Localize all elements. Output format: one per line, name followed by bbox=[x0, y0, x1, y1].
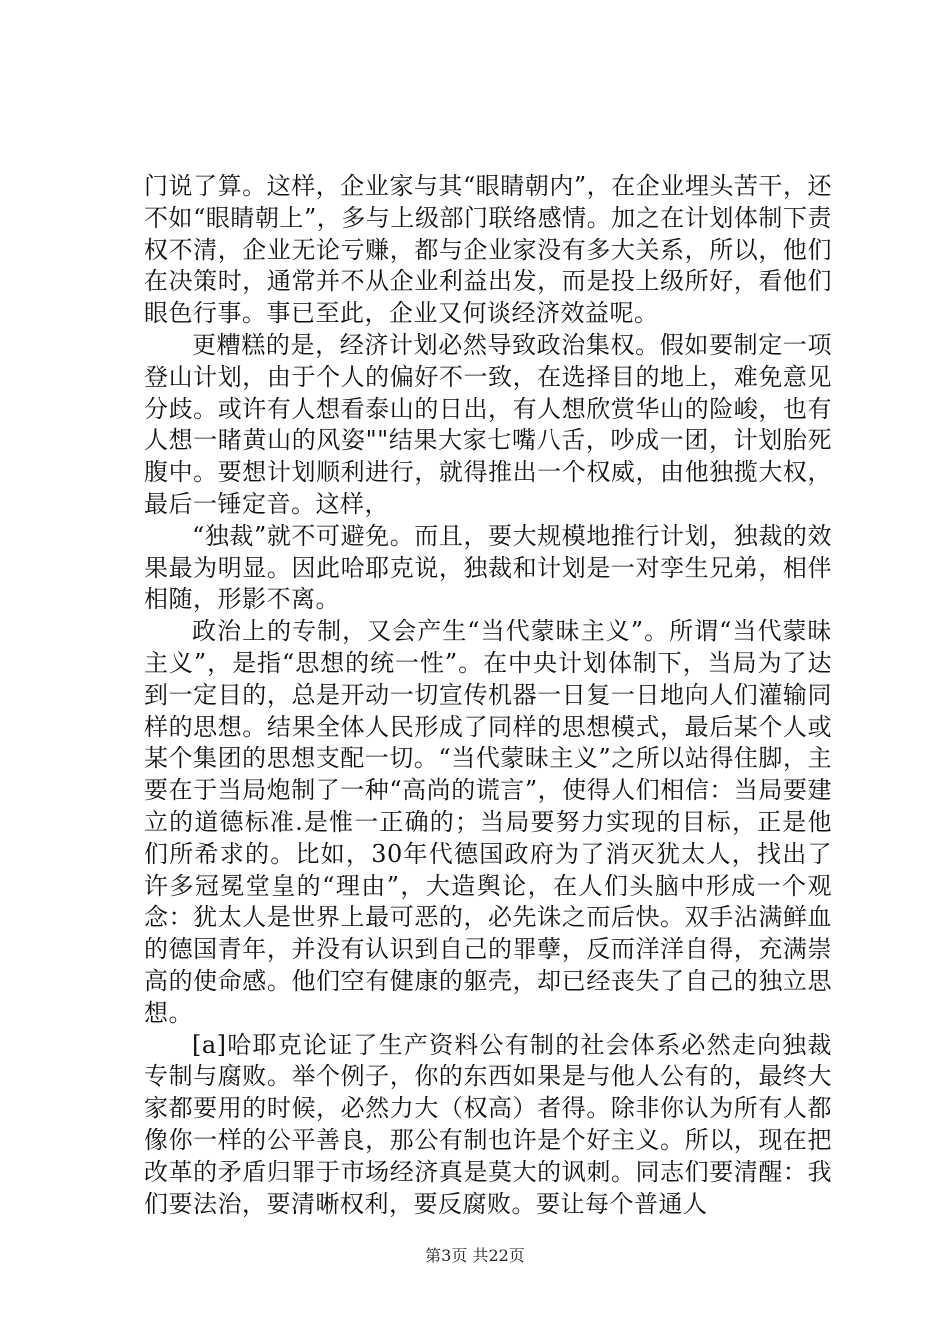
paragraph-public-ownership: [a]哈耶克论证了生产资料公有制的社会体系必然走向独裁专制与腐败。举个例子，你的东西如果是与他人公有的，最终大家都要用的时候，必然力大（权高）者得。除非你认为所有人都像你一样的公平善良，那公有制也许是个好主义。所以，现在把改革的矛盾归罪于市场经济真是莫大的讽刺。同志们要清醒：我们要法治，要清晰权利，要反腐败。要让每个普通人 bbox=[144, 1030, 832, 1218]
paragraph-continuation: 门说了算。这样，企业家与其“眼睛朝内”，在企业埋头苦干，还不如“眼睛朝上”，多与上级部门联络感情。加之在计划体制下责权不清，企业无论亏赚，都与企业家没有多大关系，所以，他们在决策时，通常并不从企业利益出发，而是投上级所好，看他们眼色行事。事已至此，企业又何谈经济效益呢。 bbox=[144, 172, 832, 328]
paragraph-dictatorship: “独裁”就不可避免。而且，要大规模地推行计划，独裁的效果最为明显。因此哈耶克说，独裁和计划是一对孪生兄弟，相伴相随，形影不离。 bbox=[144, 521, 832, 614]
paragraph-obscurantism: 政治上的专制，又会产生“当代蒙昧主义”。所谓“当代蒙昧主义”，是指“思想的统一性”。在中央计划体制下，当局为了达到一定目的，总是开动一切宣传机器一日复一日地向人们灌输同样的思想。结果全体人民形成了同样的思想模式，最后某个人或某个集团的思想支配一切。“当代蒙昧主义”之所以站得住脚，主要在于当局炮制了一种“高尚的谎言”，使得人们相信：当局要建立的道德标准.是惟一正确的；当局要努力实现的目标，正是他们所希求的。比如，30年代德国政府为了消灭犹太人，找出了许多冠冕堂皇的“理由”，大造舆论，在人们头脑中形成一个观念：犹太人是世界上最可恶的，必先诛之而后快。双手沾满鲜血的德国青年，并没有认识到自己的罪孽，反而洋洋自得，充满崇高的使命感。他们空有健康的躯壳，却已经丧失了自己的独立思想。 bbox=[144, 617, 832, 1027]
paragraph-political-centralization: 更糟糕的是，经济计划必然导致政治集权。假如要制定一项登山计划，由于个人的偏好不一致，在选择目的地上，难免意见分歧。或许有人想看泰山的日出，有人想欣赏华山的险峻，也有人想一睹黄山的风姿""结果大家七嘴八舌，吵成一团，计划胎死腹中。要想计划顺利进行，就得推出一个权威，由他独揽大权，最后一锤定音。这样， bbox=[144, 330, 832, 518]
page-footer: 第3页 共22页 bbox=[425, 1246, 525, 1265]
document-body bbox=[144, 171, 832, 1220]
